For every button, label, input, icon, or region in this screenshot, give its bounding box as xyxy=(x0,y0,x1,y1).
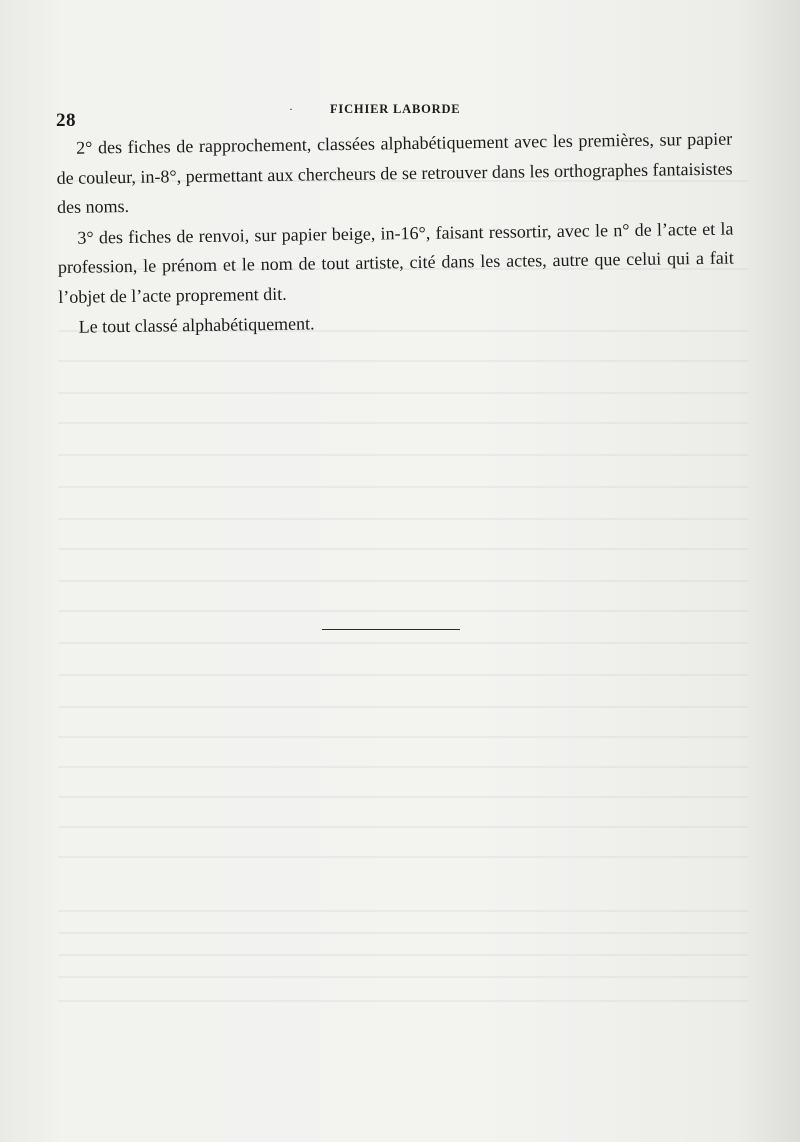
bleed-through-line xyxy=(58,1000,748,1002)
bleed-through-line xyxy=(58,706,748,708)
paragraph-reference-cards: 3° des fiches de renvoi, sur papier beige, in-16°, faisant ressortir, avec le n° de l’acte et la profession, le prénom et le nom de tout artiste, cité dans les actes, autre que celui qui a fait l’objet de l’acte proprement dit. xyxy=(57,218,734,307)
bleed-through-line xyxy=(58,392,748,394)
bleed-through-line xyxy=(58,642,748,644)
bleed-through-line xyxy=(58,610,748,612)
body-text xyxy=(56,125,735,343)
bleed-through-line xyxy=(58,954,748,956)
bleed-through-line xyxy=(58,548,748,550)
bleed-through-line xyxy=(58,486,748,488)
bleed-through-line xyxy=(58,518,748,520)
bleed-through-line xyxy=(58,674,748,676)
bleed-through-line xyxy=(58,766,748,768)
paragraph-color-cards: 2° des fiches de rapprochement, classées alphabétiquement avec les premières, sur papier de couleur, in-8°, permettant aux chercheurs de se retrouver dans les orthographes fantaisistes des noms. xyxy=(56,128,733,217)
bleed-through-line xyxy=(58,856,748,858)
running-title: FICHIER LABORDE xyxy=(330,102,461,116)
bleed-through-line xyxy=(58,360,748,362)
header-dot: · xyxy=(289,102,293,116)
page-header xyxy=(56,100,746,131)
bleed-through-line xyxy=(58,736,748,738)
bleed-through-line xyxy=(58,910,748,912)
bleed-through-line xyxy=(58,826,748,828)
bleed-through-line xyxy=(58,422,748,424)
bleed-through-line xyxy=(58,976,748,978)
bleed-through-line xyxy=(58,454,748,456)
bleed-through-line xyxy=(58,932,748,934)
bleed-through-line xyxy=(58,580,748,582)
section-separator xyxy=(322,629,460,630)
page-number: 28 xyxy=(56,110,76,131)
bleed-through-line xyxy=(58,796,748,798)
paragraph-alphabetical: Le tout classé alphabétiquement. xyxy=(78,313,315,337)
